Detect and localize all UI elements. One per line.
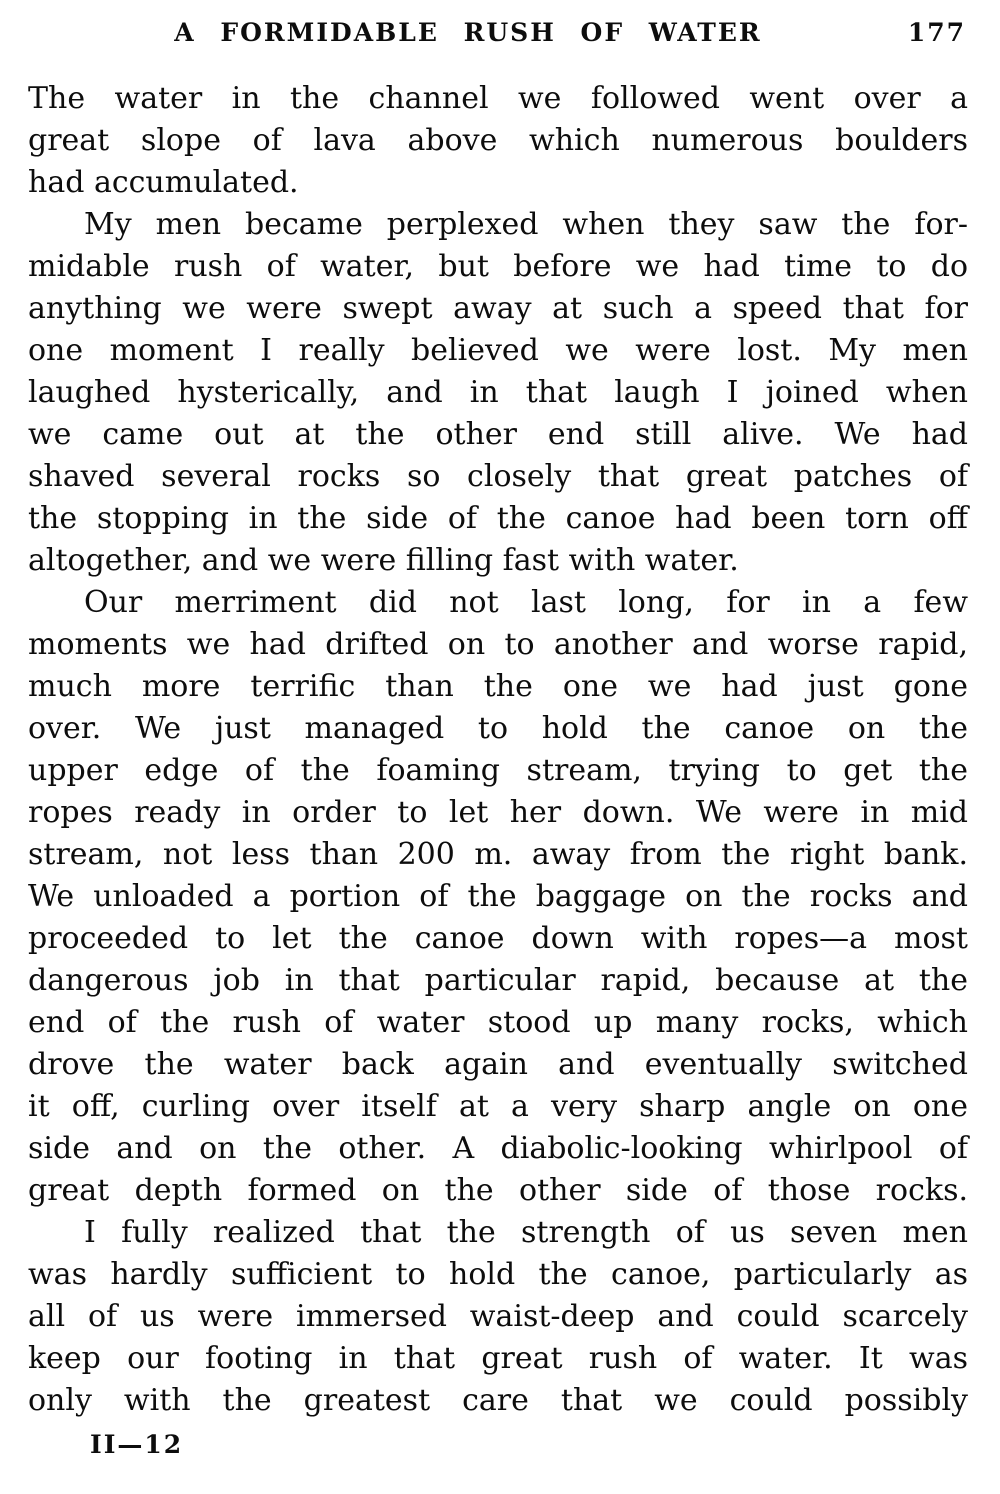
text-line: upper edge of the foaming stream, trying to get the (28, 753, 968, 788)
text-line: side and on the other. A diabolic-looking whirlpool of (28, 1131, 968, 1166)
text-line: it off, curling over itself at a very sharp angle on one (28, 1089, 968, 1124)
text-line: great slope of lava above which numerous boulders (28, 123, 968, 158)
page-header (28, 18, 968, 62)
page-number: 177 (907, 18, 966, 47)
text-line: great depth formed on the other side of those rocks. (28, 1173, 968, 1208)
text-line: drove the water back again and eventually switched (28, 1047, 968, 1082)
text-line: The water in the channel we followed went over a (28, 81, 968, 116)
text-line: much more terrific than the one we had just gone (28, 669, 968, 704)
paragraph (28, 582, 968, 1212)
text-body (28, 78, 968, 1422)
text-line: moments we had drifted on to another and worse rapid, (28, 627, 968, 662)
text-line: I fully realized that the strength of us seven men (84, 1215, 968, 1250)
text-line: only with the greatest care that we could possibly (28, 1383, 968, 1418)
text-line: one moment I really believed we were lost. My men (28, 333, 968, 368)
text-line: We unloaded a portion of the baggage on the rocks and (28, 879, 968, 914)
text-line: anything we were swept away at such a speed that for (28, 291, 968, 326)
text-line: proceeded to let the canoe down with ropes—a most (28, 921, 968, 956)
text-line: all of us were immersed waist-deep and could scarcely (28, 1299, 968, 1334)
text-line: had accumulated. (28, 165, 299, 200)
text-line: ropes ready in order to let her down. We were in mid (28, 795, 968, 830)
text-line: altogether, and we were filling fast with water. (28, 543, 739, 578)
running-title: A FORMIDABLE RUSH OF WATER (174, 18, 762, 47)
text-line: shaved several rocks so closely that great patches of (28, 459, 968, 494)
text-line: the stopping in the side of the canoe had been torn off (28, 501, 968, 536)
text-line: My men became perplexed when they saw the for- (84, 207, 968, 242)
signature-mark: II—12 (90, 1430, 184, 1459)
paragraph (28, 204, 968, 582)
text-line: was hardly sufficient to hold the canoe, particularly as (28, 1257, 968, 1292)
paragraph (28, 78, 968, 204)
text-line: we came out at the other end still alive. We had (28, 417, 968, 452)
text-line: dangerous job in that particular rapid, because at the (28, 963, 968, 998)
paragraph (28, 1212, 968, 1422)
text-line: keep our footing in that great rush of water. It was (28, 1341, 968, 1376)
text-line: end of the rush of water stood up many rocks, which (28, 1005, 968, 1040)
text-line: laughed hysterically, and in that laugh I joined when (28, 375, 968, 410)
text-line: midable rush of water, but before we had time to do (28, 249, 968, 284)
text-line: over. We just managed to hold the canoe on the (28, 711, 968, 746)
text-line: Our merriment did not last long, for in a few (84, 585, 968, 620)
text-line: stream, not less than 200 m. away from the right bank. (28, 837, 968, 872)
